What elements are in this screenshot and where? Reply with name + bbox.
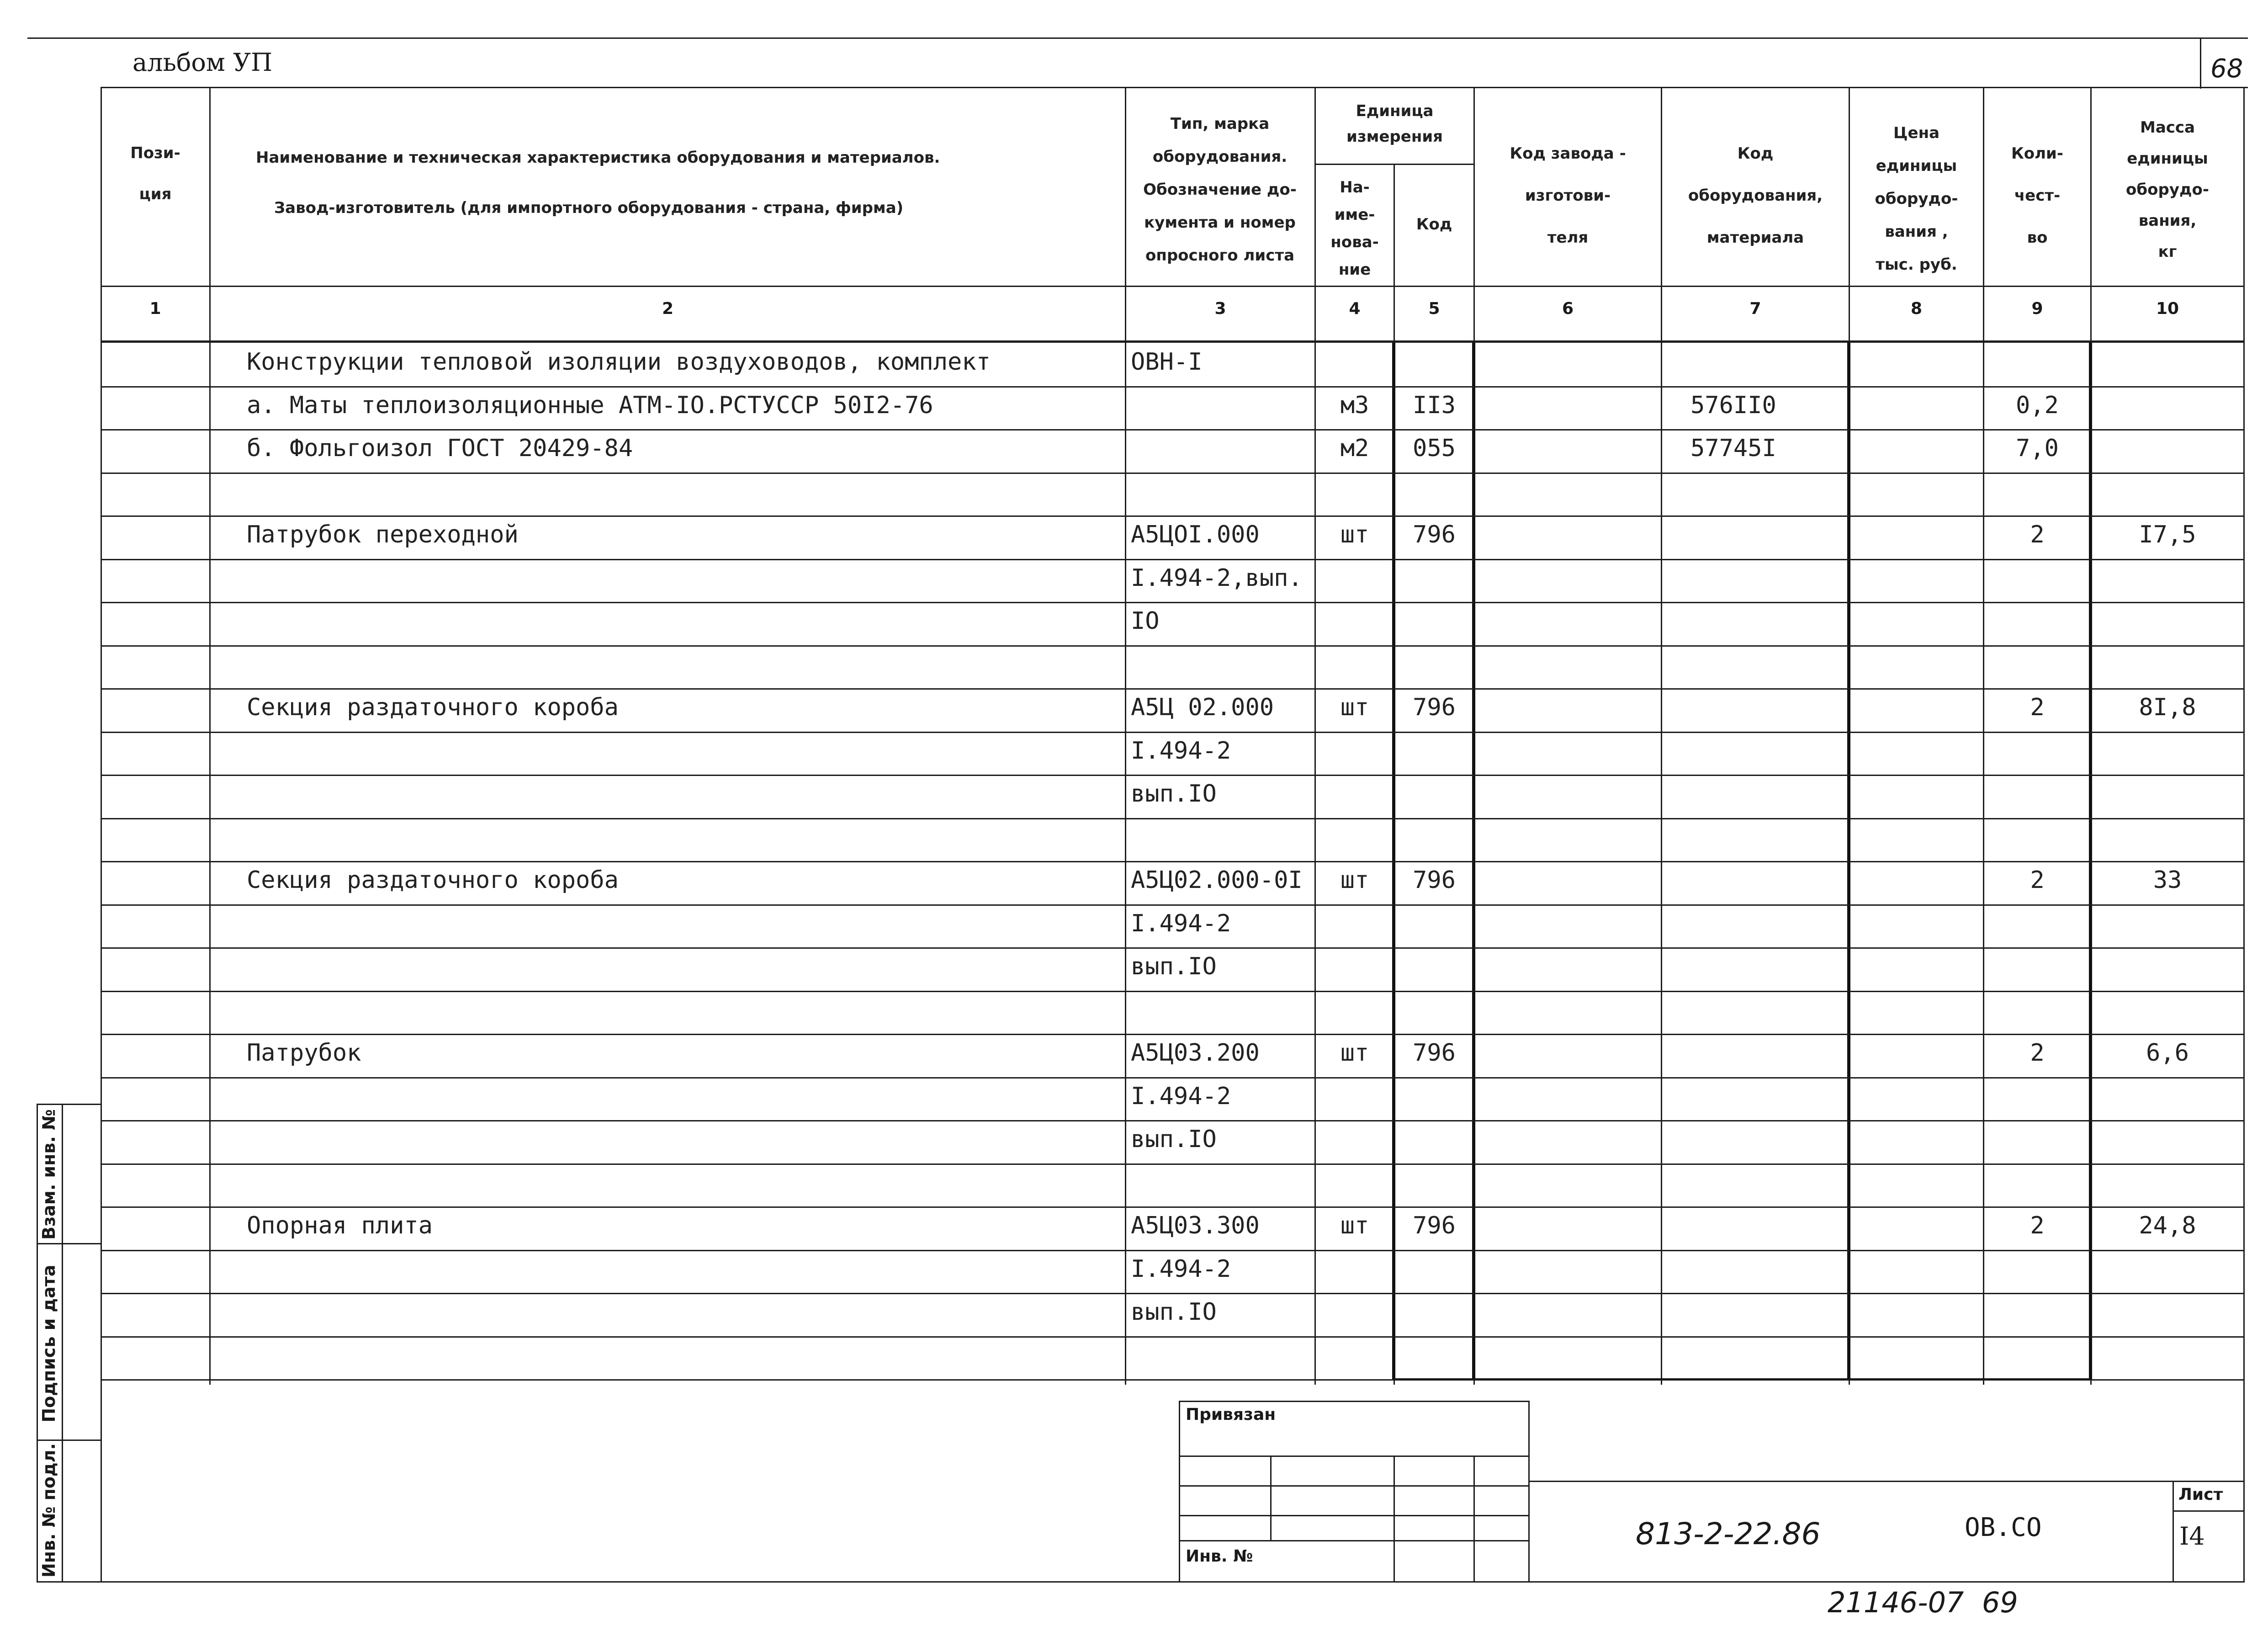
item-name: Секция раздаточного короба (247, 694, 619, 721)
stamp-top (1179, 1401, 1530, 1402)
item-type: вып.IO (1131, 953, 1217, 980)
item-name: б. Фольгоизол ГОСТ 20429-84 (247, 435, 633, 462)
stamp-row3 (1179, 1515, 1530, 1516)
col-num-2: 2 (662, 299, 674, 318)
page-number-corner: 68 (2210, 54, 2243, 84)
header-unit-code (1395, 208, 1473, 241)
header-price (1850, 117, 1983, 281)
row-line (101, 732, 2245, 733)
item-unit: м3 (1340, 392, 1369, 419)
item-unit: м2 (1340, 435, 1369, 462)
row-line (101, 991, 2245, 992)
header-plant-code-line2: изготови- (1525, 186, 1611, 205)
item-material-code: 57745I (1690, 435, 1776, 462)
header-material-code (1662, 133, 1849, 259)
header-mass-line3: оборудо- (2126, 181, 2209, 199)
header-plant-code-line1: Код завода - (1510, 144, 1626, 163)
item-unit-code: 796 (1413, 866, 1456, 894)
stamp-inv-no: Инв. № (1186, 1547, 1253, 1566)
item-unit-code: II3 (1413, 392, 1456, 419)
item-unit: шт (1340, 694, 1369, 721)
col-num-8: 8 (1910, 299, 1923, 318)
row-line (101, 645, 2245, 647)
item-mass: I7,5 (2139, 521, 2196, 548)
stamp-row2 (1179, 1485, 1530, 1487)
item-type: IO (1131, 607, 1160, 635)
item-unit: шт (1340, 1039, 1369, 1067)
col-sep-8 (1983, 87, 1984, 1385)
item-mass: 6,6 (2146, 1039, 2189, 1067)
item-material-code: 576II0 (1690, 392, 1776, 419)
frame-right (2243, 87, 2245, 1581)
item-name: Конструкции тепловой изоляции воздуховодов, комплект (247, 348, 991, 376)
side-label-podpis: Подпись и дата (39, 1264, 59, 1423)
header-type (1129, 107, 1311, 272)
title-block-top (1528, 1481, 2245, 1482)
col-num-3: 3 (1214, 299, 1226, 318)
item-name: Опорная плита (247, 1212, 433, 1239)
item-unit: шт (1340, 521, 1369, 548)
row-line (101, 861, 2245, 862)
row-line (101, 602, 2245, 603)
row-line (101, 386, 2245, 388)
item-type: I.494-2 (1131, 1255, 1231, 1283)
stamp-right (1528, 1401, 1530, 1583)
stamp-list-label: Лист (2178, 1485, 2223, 1504)
item-unit: шт (1340, 1212, 1369, 1239)
title-block-list-left (2173, 1481, 2174, 1582)
header-mass-line5: кг (2158, 243, 2177, 261)
item-type: А5ЦОI.000 (1131, 521, 1260, 548)
item-type: вып.IO (1131, 1298, 1217, 1326)
col-sep-2 (1125, 87, 1126, 1385)
header-plant-code (1475, 133, 1661, 259)
header-unit-name-line2: име- (1334, 206, 1375, 224)
col-num-4: 4 (1349, 299, 1361, 318)
item-type: А5Ц 02.000 (1131, 694, 1274, 721)
header-mass-line2: единицы (2127, 149, 2208, 168)
header-plant-code-line3: теля (1547, 228, 1589, 247)
row-line (101, 947, 2245, 949)
row-line (101, 688, 2245, 690)
header-unit-name-line1: На- (1340, 178, 1370, 197)
header-quantity-line1: Коли- (2011, 144, 2063, 163)
col-sep-1 (209, 87, 211, 1385)
corner-box-left (2200, 37, 2201, 89)
side-strip-mid (62, 1104, 63, 1583)
header-unit-name-line3: нова- (1330, 233, 1379, 251)
col-sep-6 (1661, 87, 1662, 1385)
item-unit-code: 796 (1413, 1039, 1456, 1067)
header-price-line4: вания , (1885, 223, 1948, 241)
header-type-line1: Тип, марка (1170, 115, 1270, 133)
header-type-line4: кумента и номер (1144, 213, 1296, 232)
side-strip-div1 (37, 1243, 102, 1244)
header-unit-group (1316, 98, 1473, 149)
header-bottom-line (101, 286, 2245, 287)
side-strip-top (37, 1104, 102, 1105)
row-line (101, 1164, 2245, 1165)
row-line (101, 1077, 2245, 1079)
item-unit-code: 796 (1413, 521, 1456, 548)
row-line (101, 1336, 2245, 1338)
header-name-line2: Завод-изготовитель (для импортного оборудования - страна, фирма) (274, 199, 904, 217)
item-type: А5Ц02.000-0I (1131, 866, 1303, 894)
item-quantity: 2 (2030, 1039, 2045, 1067)
header-quantity-line2: чест- (2014, 186, 2061, 205)
col-num-1: 1 (149, 299, 161, 318)
header-mass-line1: Масса (2140, 118, 2195, 137)
header-quantity (1984, 133, 2090, 259)
stamp-left (1179, 1401, 1180, 1583)
header-price-line1: Цена (1893, 124, 1940, 142)
row-line (101, 1206, 2245, 1208)
item-quantity: 0,2 (2016, 392, 2059, 419)
stamp-col2 (1394, 1456, 1395, 1583)
header-mass (2092, 112, 2243, 267)
row-line (101, 473, 2245, 474)
page-top-line (27, 37, 2248, 39)
thick-col8-left (1847, 340, 1850, 1380)
item-type: I.494-2,вып. (1131, 564, 1303, 592)
item-quantity: 2 (2030, 521, 2045, 548)
item-type: I.494-2 (1131, 1083, 1231, 1110)
stamp-col1 (1270, 1456, 1272, 1540)
stamp-col3 (1473, 1456, 1475, 1583)
header-unit-group-line2: измерения (1346, 128, 1443, 146)
header-type-line5: опросного листа (1145, 246, 1295, 265)
header-unit-name (1316, 174, 1394, 283)
col-num-7: 7 (1749, 299, 1761, 318)
side-strip-left (37, 1104, 38, 1583)
row-line (101, 429, 2245, 430)
row-line (101, 1379, 2245, 1381)
item-mass: 8I,8 (2139, 694, 2196, 721)
header-name (256, 133, 1106, 233)
item-quantity: 2 (2030, 866, 2045, 894)
stamp-row1 (1179, 1456, 1530, 1457)
header-unit-name-line4: ние (1338, 260, 1371, 279)
item-name: Патрубок переходной (247, 521, 519, 548)
item-quantity: 2 (2030, 694, 2045, 721)
item-type: А5Ц03.300 (1131, 1212, 1260, 1239)
header-name-line1: Наименование и техническая характеристика оборудования и материалов. (256, 149, 940, 167)
frame-bottom (37, 1581, 2245, 1583)
side-label-inv: Инв. № подл. (39, 1443, 59, 1578)
header-price-line5: тыс. руб. (1876, 255, 1957, 274)
row-line (101, 1034, 2245, 1035)
header-position (101, 133, 209, 215)
row-line (101, 1120, 2245, 1121)
item-type: I.494-2 (1131, 910, 1231, 937)
header-quantity-line3: во (2027, 228, 2048, 247)
item-type: вып.IO (1131, 1126, 1217, 1153)
item-unit-code: 796 (1413, 1212, 1456, 1239)
row-line (101, 1293, 2245, 1294)
item-type: А5Ц03.200 (1131, 1039, 1260, 1067)
numbers-bottom-line (101, 340, 2245, 343)
item-unit: шт (1340, 866, 1369, 894)
header-mass-line4: вания, (2138, 212, 2197, 230)
header-material-code-line2: оборудования, (1688, 186, 1823, 205)
col-num-6: 6 (1562, 299, 1574, 318)
row-line (101, 775, 2245, 776)
item-quantity: 7,0 (2016, 435, 2059, 462)
header-material-code-line3: материала (1706, 228, 1804, 247)
item-unit-code: 055 (1413, 435, 1456, 462)
item-type: вып.IO (1131, 780, 1217, 808)
col-num-5: 5 (1428, 299, 1440, 318)
album-label: альбом УП (132, 48, 273, 77)
item-type: I.494-2 (1131, 737, 1231, 765)
col-num-10: 10 (2156, 299, 2179, 318)
header-material-code-line1: Код (1737, 144, 1774, 163)
stamp-privyazan: Привязан (1186, 1405, 1276, 1424)
stamp-row4 (1179, 1540, 1530, 1541)
item-name: Секция раздаточного короба (247, 866, 619, 894)
row-line (101, 515, 2245, 517)
item-unit-code: 796 (1413, 694, 1456, 721)
stamp-doc-number: 813-2-22.86 (1636, 1516, 1821, 1551)
item-mass: 33 (2153, 866, 2182, 894)
side-label-vzam: Взам. инв. № (39, 1109, 59, 1240)
header-position-line1: Пози- (130, 144, 180, 162)
item-mass: 24,8 (2139, 1212, 2196, 1239)
header-position-line2: ция (139, 185, 172, 203)
header-unit-code-line1: Код (1416, 215, 1452, 234)
item-name: а. Маты теплоизоляционные АТМ-IO.РСТУССР 50I2-76 (247, 392, 933, 419)
header-price-line2: единицы (1876, 157, 1957, 175)
item-name: Патрубок (247, 1039, 361, 1067)
header-unit-group-line1: Единица (1356, 102, 1434, 120)
header-price-line3: оборудо- (1875, 190, 1958, 208)
row-line (101, 818, 2245, 819)
row-line (101, 559, 2245, 560)
row-line (101, 1250, 2245, 1251)
stamp-list-number: I4 (2179, 1522, 2205, 1551)
title-block-list-div (2173, 1510, 2245, 1512)
header-type-line3: Обозначение до- (1143, 181, 1297, 199)
unit-group-line (1314, 164, 1475, 165)
item-quantity: 2 (2030, 1212, 2045, 1239)
header-top-line (101, 87, 2248, 88)
col-num-9: 9 (2031, 299, 2043, 318)
row-line (101, 904, 2245, 906)
item-type: ОВН-I (1131, 348, 1203, 376)
stamp-doc-code: ОВ.СО (1965, 1513, 2042, 1542)
stamp-bottom-note: 21146-07 69 (1828, 1586, 2018, 1619)
header-type-line2: оборудования. (1152, 148, 1288, 166)
